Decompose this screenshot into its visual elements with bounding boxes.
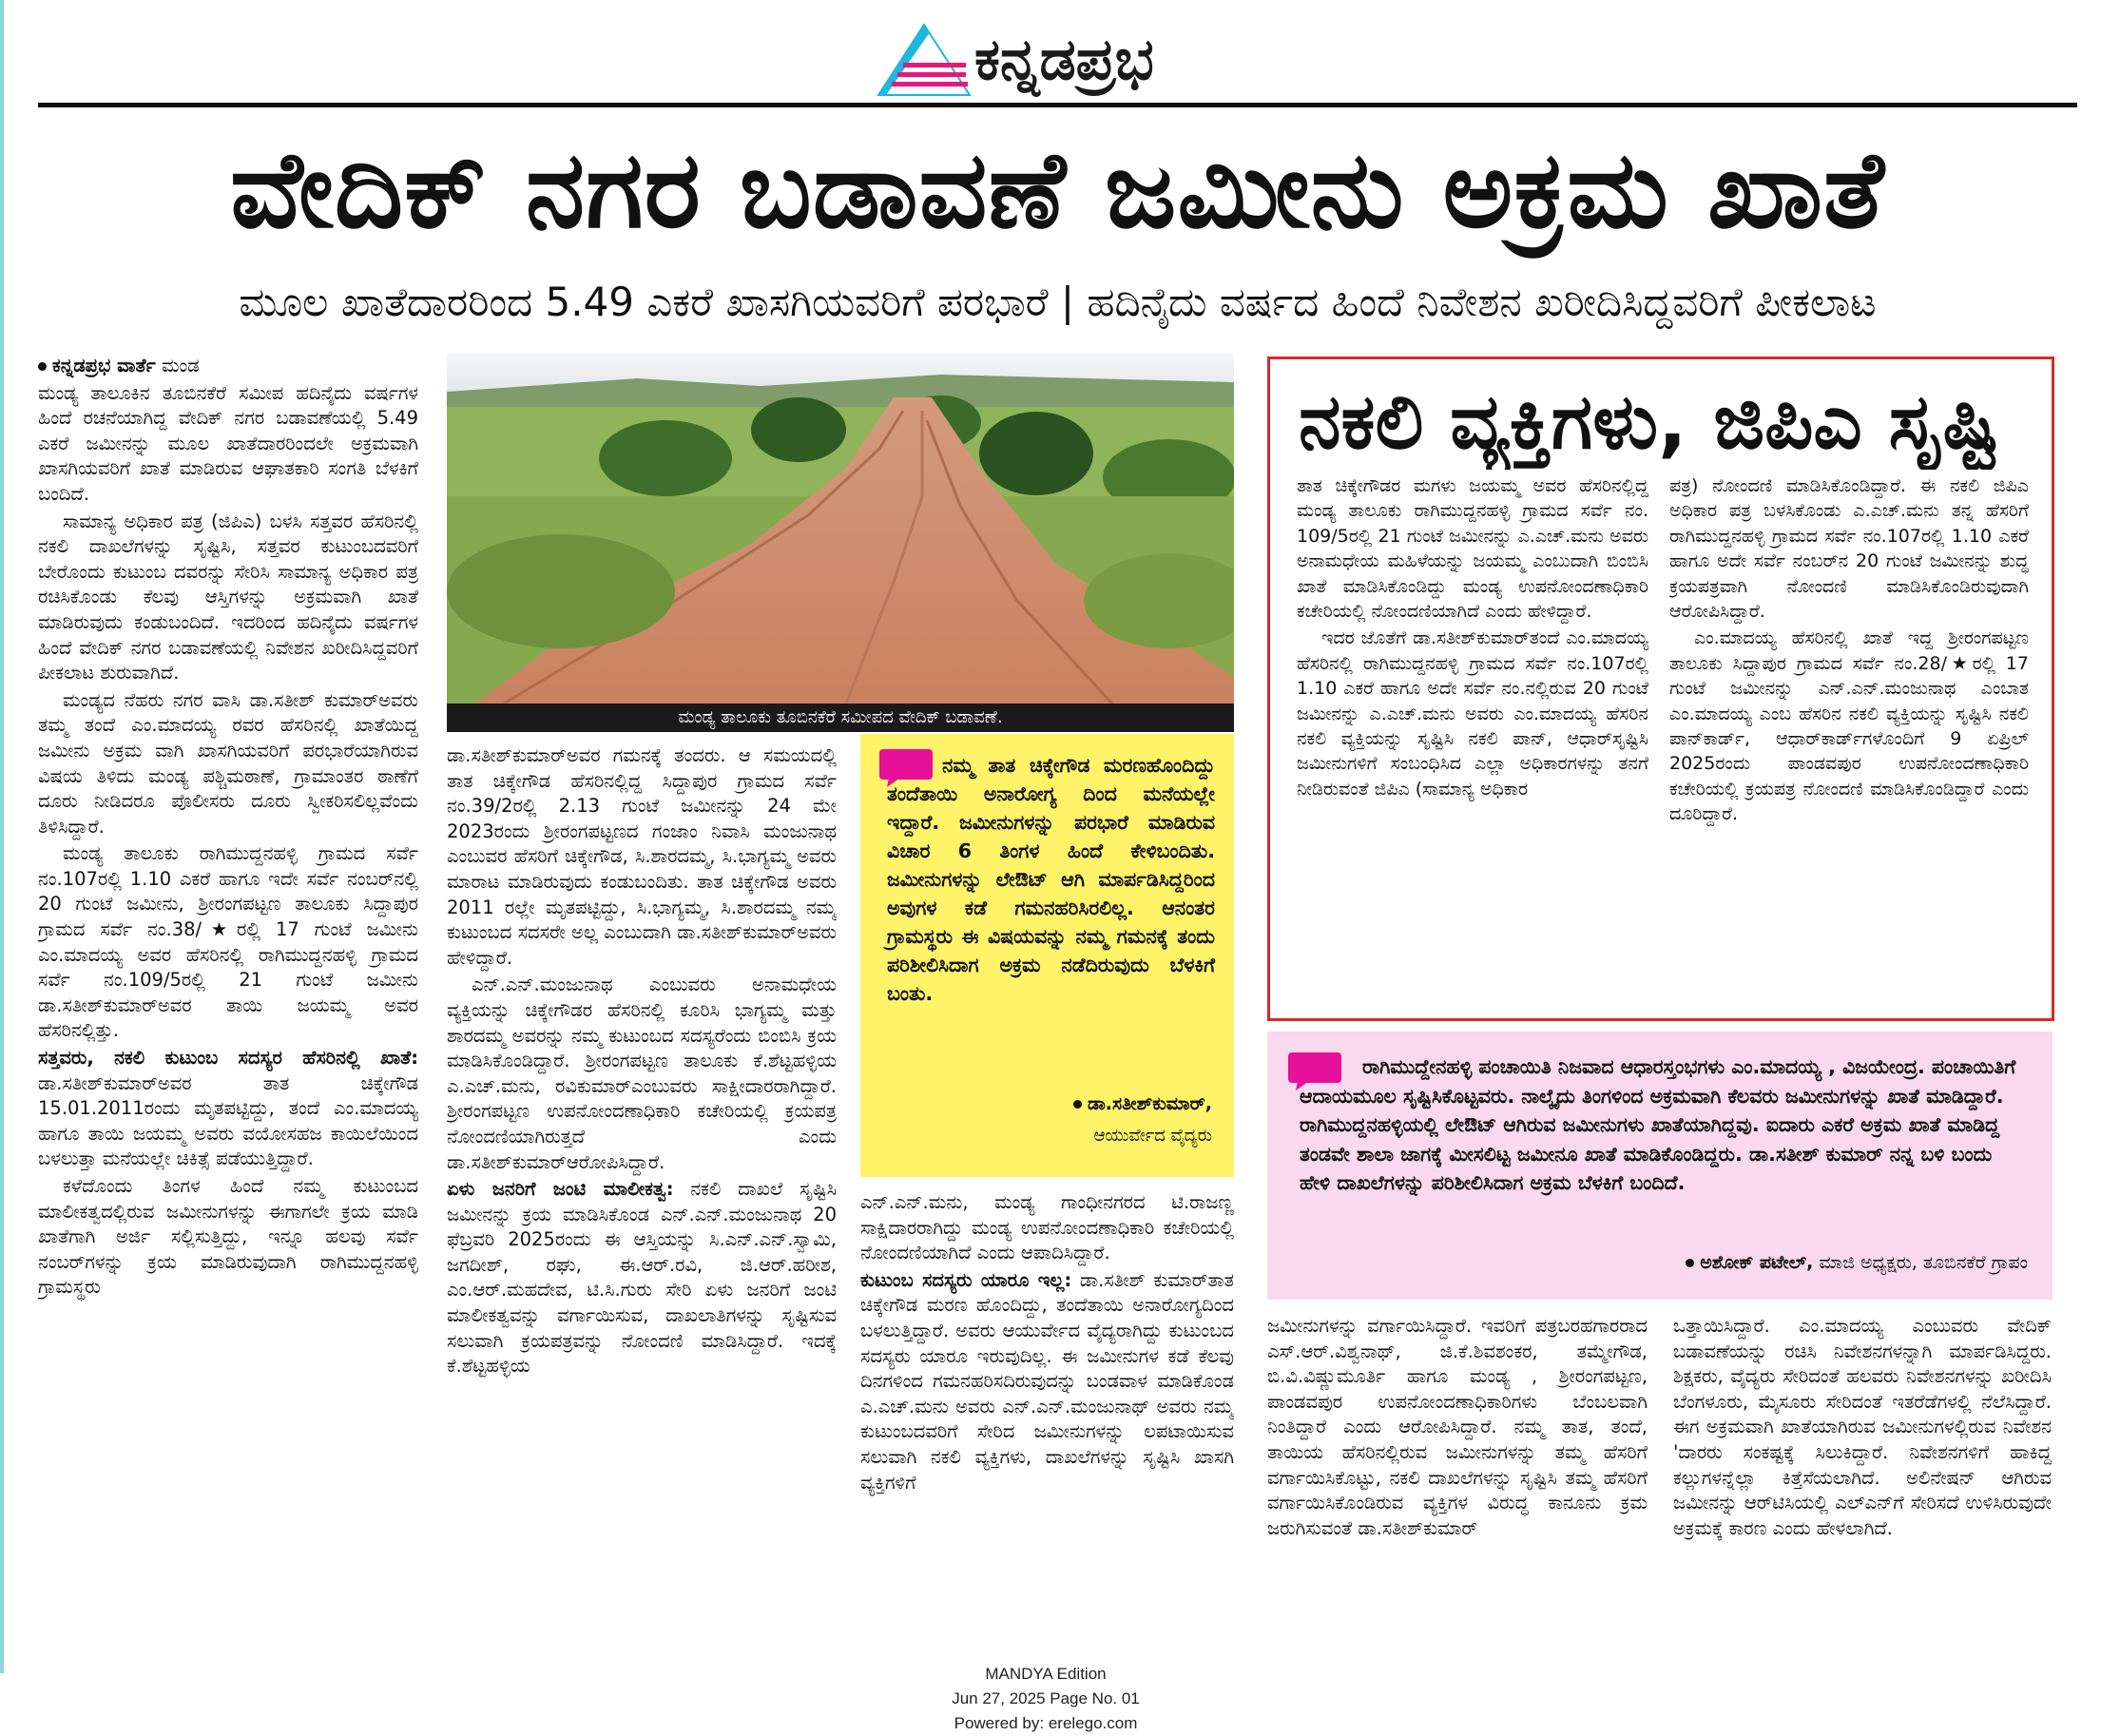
edition-label: MANDYA Edition	[985, 1665, 1107, 1683]
sidebar-column-b	[1669, 473, 2029, 1006]
headline: ವೇದಿಕ್ ನಗರ ಬಡಾವಣೆ ಜಮೀನು ಅಕ್ರಮ ಖಾತೆ	[230, 128, 1885, 252]
photo-caption: ಮಂಡ್ಯ ತಾಲೂಕು ತೂಬಿನಕೆರೆ ಸಮೀಪದ ವೇದಿಕ್ ಬಡಾವಣೆ.	[447, 704, 1234, 732]
subhead-lead: ಸತ್ತವರು, ನಕಲಿ ಕುಟುಂಬ ಸದಸ್ಯರ ಹೆಸರಿನಲ್ಲಿ ಖಾತೆ:	[38, 1047, 418, 1070]
subhead-lead: ಏಳು ಜನರಿಗೆ ಜಂಟಿ ಮಾಲೀಕತ್ವ:	[447, 1178, 674, 1201]
article-column-1	[38, 354, 418, 1656]
kannadaprabha-logo-icon	[875, 23, 979, 97]
paragraph: ಕಳೆದೊಂದು ತಿಂಗಳ ಹಿಂದೆ ನಮ್ಮ ಕುಟುಂಬದ ಮಾಲೀಕತ್ವದಲ್ಲಿರುವ ಜಮೀನುಗಳನ್ನು ಈಗಾಗಲೇ ಕ್ರಯ ಮಾಡಿ ಖಾತೆಗಾಗಿ ಅರ್ಜಿ ಸಲ್ಲಿಸುತ್ತಿದ್ದು, ಇನ್ನೂ ಹಲವು ಸರ್ವೆ ನಂಬರ್‌ಗಳನ್ನು ಕ್ರಯ ಮಾಡಿರುವುದಾಗಿ ರಾಗಿಮುದ್ದನಹಳ್ಳಿ ಗ್ರಾಮಸ್ಥರು	[38, 1175, 418, 1299]
subheadline: ಮೂಲ ಖಾತೆದಾರರಿಂದ 5.49 ಎಕರೆ ಖಾಸಗಿಯವರಿಗೆ ಪರಭಾರೆ | ಹದಿನೈದು ವರ್ಷದ ಹಿಂದೆ ನಿವೇಶನ ಖರೀದಿಸಿದ್ದವರಿಗೆ ಪೀಕಲಾಟ	[239, 279, 1877, 325]
quote-author-role: ಮಾಜಿ ಅಧ್ಯಕ್ಷರು, ತೂಬಿನಕೆರೆ ಗ್ರಾಪಂ	[1813, 1252, 2028, 1273]
byline-place: ಮಂಡ	[161, 355, 200, 376]
paragraph: ಪತ್ರ) ನೋಂದಣಿ ಮಾಡಿಸಿಕೊಂಡಿದ್ದಾರೆ. ಈ ನಕಲಿ ಜಿಪಿಎ ಅಧಿಕಾರ ಪತ್ರ ಬಳಸಿಕೊಂಡು ಎ.ಎಚ್.ಮನು ತನ್ನ ಹೆಸರಿಗೆ ರಾಗಿಮುದ್ದನಹಳ್ಳಿ ಗ್ರಾಮದ ಸರ್ವೆ ನಂ.107ರಲ್ಲಿ 1.10 ಎಕರೆ ಹಾಗೂ ಅದೇ ಸರ್ವೆ ನಂಬರ್‌ನ 20 ಗುಂಟೆ ಜಮೀನನ್ನು ಶುದ್ಧ ಕ್ರಯಪತ್ರವಾಗಿ ನೋಂದಣಿ ಮಾಡಿಸಿಕೊಂಡಿರುವುದಾಗಿ ಆರೋಪಿಸಿದ್ದಾರೆ.	[1669, 475, 2029, 623]
powered-by-link[interactable]: Powered by: erelego.com	[954, 1714, 1138, 1732]
paragraph: ಮಂಡ್ಯ ತಾಲೂಕು ರಾಗಿಮುದ್ದನಹಳ್ಳಿ ಗ್ರಾಮದ ಸರ್ವೆ ನಂ.107ರಲ್ಲಿ 1.10 ಎಕರೆ ಹಾಗೂ ಇದೇ ಸರ್ವೆ ನಂಬರ್‌ನಲ್ಲಿ 20 ಗುಂಟೆ ಜಮೀನು, ಶ್ರೀರಂಗಪಟ್ಟಣ ತಾಲೂಕು ಸಿದ್ದಾಪುರ ಗ್ರಾಮದ ಸರ್ವೆ ನಂ.38/★ರಲ್ಲಿ 17 ಗುಂಟೆ ಜಮೀನು ಎಂ.ಮಾದಯ್ಯ ಅವರ ಹೆಸರಿನಲ್ಲಿ ರಾಗಿಮುದ್ದನಹಳ್ಳಿ ಗ್ರಾಮದ ಸರ್ವೆ ನಂ.109/5ರಲ್ಲಿ 21 ಗುಂಟೆ ಜಮೀನು ಡಾ.ಸತೀಶ್‌ಕುಮಾರ್‌ಅವರ ತಾಯಿ ಜಯಮ್ಮ ಅವರ ಹೆಸರಿನಲ್ಲಿತ್ತು.	[38, 842, 418, 1042]
sidebar-box	[1267, 357, 2054, 1021]
subhead-lead: ಕುಟುಂಬ ಸದಸ್ಯರು ಯಾರೂ ಇಲ್ಲ:	[860, 1268, 1072, 1291]
paragraph-body: ನಕಲಿ ದಾಖಲೆ ಸೃಷ್ಟಿಸಿ ಜಮೀನನ್ನು ಕ್ರಯ ಮಾಡಿಸಿಕೊಂಡ ಎನ್.ಎನ್.ಮಂಜುನಾಥ 20 ಫೆಬ್ರವರಿ 2025ರಂದು ಈ ಆಸ್ತಿಯನ್ನು ಸಿ.ಎನ್.ಎನ್.ಸ್ವಾಮಿ, ಜಗದೀಶ್, ರಘು, ಈ.ಆರ್.ರವಿ, ಜಿ.ಆರ್.ಹರೀಶ, ಎಂ.ಆರ್.ಮಹದೇವ, ಟಿ.ಸಿ.ಗುರು ಸೇರಿ ಏಳು ಜನರಿಗೆ ಜಂಟಿ ಮಾಲೀಕತ್ವವನ್ನು ವರ್ಗಾಯಿಸುವ, ದಾಖಲಾತಿಗಳನ್ನು ಸೃಷ್ಟಿಸುವ ಸಲುವಾಗಿ ಕ್ರಯಪತ್ರವನ್ನು ನೋಂದಣಿ ಮಾಡಿಸಿದ್ದಾರೆ. ಇದಕ್ಕೆ ಕೆ.ಶೆಟ್ಟಹಳ್ಳಿಯ	[447, 1178, 837, 1378]
page-footer	[894, 1662, 1198, 1736]
bullet-icon	[1073, 1100, 1082, 1109]
masthead	[875, 21, 1274, 95]
date-page-label: Jun 27, 2025 Page No. 01	[952, 1689, 1140, 1707]
quote-box-pink	[1267, 1032, 2053, 1300]
sidebar-title: ನಕಲಿ ವ್ಯಕ್ತಿಗಳು, ಜಿಪಿಎ ಸೃಷ್ಟಿ	[1299, 377, 2000, 466]
page-edge-bar	[0, 0, 4, 1673]
paragraph: ತಾತ ಚಿಕ್ಕೇಗೌಡರ ಮಗಳು ಜಯಮ್ಮ ಅವರ ಹೆಸರಿನಲ್ಲಿದ್ದ ಮಂಡ್ಯ ತಾಲೂಕು ರಾಗಿಮುದ್ದನಹಳ್ಳಿ ಗ್ರಾಮದ ಸರ್ವೆ ನಂ. 109/5ರಲ್ಲಿ 21 ಗುಂಟೆ ಜಮೀನನ್ನು ಎ.ಎಚ್.ಮನು ಅವರು ಅನಾಮಧೇಯ ಮಹಿಳೆಯನ್ನು ಜಯಮ್ಮ ಎಂಬುದಾಗಿ ಬಿಂಬಿಸಿ ಖಾತೆ ಮಾಡಿಸಿಕೊಂಡಿದ್ದು ಮಂಡ್ಯ ಉಪನೋಂದಣಾಧಿಕಾರಿ ಕಚೇರಿಯಲ್ಲಿ ನೋಂದಣಿಯಾಗಿದೆ ಎಂದು ಹೇಳಿದ್ದಾರೆ.	[1297, 475, 1648, 623]
paragraph: ಮಂಡ್ಯ ತಾಲೂಕಿನ ತೂಬಿನಕೆರೆ ಸಮೀಪ ಹದಿನೈದು ವರ್ಷಗಳ ಹಿಂದೆ ರಚನೆಯಾಗಿದ್ದ ವೇದಿಕ್ ನಗರ ಬಡಾವಣೆಯಲ್ಲಿ 5.49 ಎಕರೆ ಜಮೀನನ್ನು ಮೂಲ ಖಾತೆದಾರರಿಂದಲೇ ಅಕ್ರಮವಾಗಿ ಖಾಸಗಿಯವರಿಗೆ ಖಾತೆ ಮಾಡಿರುವ ಆಘಾತಕಾರಿ ಸಂಗತಿ ಬೆಳಕಿಗೆ ಬಂದಿದೆ.	[38, 381, 418, 505]
article-column-3	[860, 1190, 1234, 1656]
byline-source: ಕನ್ನಡಪ್ರಭ ವಾರ್ತೆ	[52, 355, 156, 376]
paragraph	[447, 1177, 837, 1379]
quote-author-name: ಅಶೋಕ್ ಪಟೇಲ್,	[1700, 1252, 1814, 1273]
quote-author	[908, 1093, 1212, 1114]
masthead-title: ಕನ್ನಡಪ್ರಭ	[974, 27, 1154, 93]
paragraph-body: ಡಾ.ಸತೀಶ್‌ಕುಮಾರ್‌ಅವರ ತಾತ ಚಿಕ್ಕೇಗೌಡ 15.01.2011ರಂದು ಮೃತಪಟ್ಟಿದ್ದು, ತಂದೆ ಎಂ.ಮಾದಯ್ಯ ಹಾಗೂ ತಾಯಿ ಜಯಮ್ಮ ಅವರು ವಯೋಸಹಜ ಕಾಯಿಲೆಯಿಂದ ಬಳಲುತ್ತಾ ಮನೆಯಲ್ಲೇ ಚಿಕಿತ್ಸೆ ಪಡೆಯುತ್ತಿದ್ದಾರೆ.	[38, 1071, 418, 1170]
paragraph	[860, 1268, 1234, 1495]
quote-text: ನಮ್ಮ ತಾತ ಚಿಕ್ಕೇಗೌಡ ಮರಣಹೊಂದಿದ್ದು ತಂದೆತಾಯಿ ಅನಾರೋಗ್ಯ ದಿಂದ ಮನೆಯಲ್ಲೇ ಇದ್ದಾರೆ. ಜಮೀನುಗಳನ್ನು ಪರಭಾರೆ ಮಾಡಿರುವ ವಿಚಾರ 6 ತಿಂಗಳ ಹಿಂದೆ ಕೇಳಿಬಂದಿತು. ಜಮೀನುಗಳನ್ನು ಲೇಔಟ್ ಆಗಿ ಮಾರ್ಪಡಿಸಿದ್ದರಿಂದ ಅವುಗಳ ಕಡೆ ಗಮನಹರಿಸಿರಲಿಲ್ಲ. ಆನಂತರ ಗ್ರಾಮಸ್ಥರು ಈ ವಿಷಯವನ್ನು ನಮ್ಮ ಗಮನಕ್ಕೆ ತಂದು ಪರಿಶೀಲಿಸಿದಾಗ ಅಕ್ರಮ ನಡೆದಿರುವುದು ಬೆಳಕಿಗೆ ಬಂತು.	[887, 754, 1215, 1005]
quote-text: ರಾಗಿಮುದ್ದೇನಹಳ್ಳಿ ಪಂಚಾಯಿತಿ ನಿಜವಾದ ಆಧಾರಸ್ತಂಭಗಳು ಎಂ.ಮಾದಯ್ಯ , ವಿಜಯೇಂದ್ರ. ಪಂಚಾಯಿತಿಗೆ ಆದಾಯಮೂಲ ಸೃಷ್ಟಿಸಿಕೊಟ್ಟವರು. ನಾಲ್ಕೈದು ತಿಂಗಳಿಂದ ಅಕ್ರಮವಾಗಿ ಕೆಲವರು ಜಮೀನುಗಳನ್ನು ಖಾತೆ ಮಾಡಿದ್ದಾರೆ. ರಾಗಿಮುದ್ದನಹಳ್ಳಿಯಲ್ಲಿ ಲೇಔಟ್ ಆಗಿರುವ ಜಮೀನುಗಳು ಖಾತೆಯಾಗಿದ್ದವು. ಐದಾರು ಎಕರೆ ಅಕ್ರಮ ಖಾತೆ ಮಾಡಿದ್ದ ತಂಡವೇ ಶಾಲಾ ಜಾಗಕ್ಕೆ ಮೀಸಲಿಟ್ಟ ಜಮೀನೂ ಖಾತೆ ಮಾಡಿಕೊಂಡಿದ್ದರು. ಡಾ.ಸತೀಶ್ ಕುಮಾರ್ ನನ್ನ ಬಳಿ ಬಂದು ಹೇಳಿ ದಾಖಲೆಗಳನ್ನು ಪರಿಶೀಲಿಸಿದಾಗ ಅಕ್ರಮ ಬೆಳಕಿಗೆ ಬಂದಿದೆ.	[1300, 1055, 2016, 1194]
paragraph: ಇದರ ಜೊತೆಗೆ ಡಾ.ಸತೀಶ್‌ಕುಮಾರ್‌ತಂದೆ ಎಂ.ಮಾದಯ್ಯ ಹೆಸರಿನಲ್ಲಿ ರಾಗಿಮುದ್ದನಹಳ್ಳಿ ಗ್ರಾಮದ ಸರ್ವೆ ನಂ.107ರಲ್ಲಿ 1.10 ಎಕರೆ ಹಾಗೂ ಅದೇ ಸರ್ವೆ ನಂ.ನಲ್ಲಿರುವ 20 ಗುಂಟೆ ಜಮೀನನ್ನು ಎ.ಎಚ್.ಮನು ಅವರು ಎಂ.ಮಾದಯ್ಯ ಹೆಸರಿನ ನಕಲಿ ವ್ಯಕ್ತಿಯನ್ನು ಸೃಷ್ಟಿಸಿ ನಕಲಿ ಪಾನ್, ಆಧಾರ್‌ಸೃಷ್ಟಿಸಿ ಜಮೀನುಗಳಿಗೆ ಸಂಬಂಧಿಸಿದ ಎಲ್ಲಾ ಅಧಿಕಾರಗಳನ್ನು ತನಗೆ ನೀಡಿರುವಂತೆ ಜಿಪಿಎ (ಸಾಮಾನ್ಯ ಅಧಿಕಾರ	[1297, 627, 1648, 800]
quote-box-yellow	[860, 734, 1234, 1177]
paragraph-body: ಡಾ.ಸತೀಶ್ ಕುಮಾರ್‌ತಾತ ಚಿಕ್ಕೇಗೌಡ ಮರಣ ಹೊಂದಿದ್ದು, ತಂದೆತಾಯಿ ಅನಾರೋಗ್ಯದಿಂದ ಬಳಲುತ್ತಿದ್ದಾರೆ. ಅವರು ಆಯುರ್ವೇದ ವೈದ್ಯರಾಗಿದ್ದು ಕುಟುಂಬದ ಸದಸ್ಯರು ಯಾರೂ ಇರುವುದಿಲ್ಲ. ಈ ಜಮೀನುಗಳ ಕಡೆ ಕೆಲವು ದಿನಗಳಿಂದ ಗಮನಹರಿಸದಿರುವುದನ್ನು ಬಂಡವಾಳ ಮಾಡಿಕೊಂಡ ಎ.ಎಚ್.ಮನು ಅವರು ಎನ್.ಎನ್.ಮಂಜುನಾಥ್ ಅವರು ನಮ್ಮ ಕುಟುಂಬದವರಿಗೆ ಸೇರಿದ ಜಮೀನುಗಳನ್ನು ಲಪಟಾಯಿಸುವ ಸಲುವಾಗಿ ನಕಲಿ ವ್ಯಕ್ತಿಗಳು, ದಾಖಲೆಗಳನ್ನು ಸೃಷ್ಟಿಸಿ ಖಾಸಗಿ ವ್ಯಕ್ತಿಗಳಿಗೆ	[860, 1268, 1234, 1494]
layout-road-photo	[447, 354, 1234, 704]
paragraph: ಎನ್.ಎನ್.ಮನು, ಮಂಡ್ಯ ಗಾಂಧೀನಗರದ ಟಿ.ರಾಜಣ್ಣ ಸಾಕ್ಷಿದಾರರಾಗಿದ್ದು ಮಂಡ್ಯ ಉಪನೋಂದಣಾಧಿಕಾರಿ ಕಚೇರಿಯಲ್ಲಿ ನೋಂದಣಿಯಾಗಿದೆ ಎಂದು ಆಪಾದಿಸಿದ್ದಾರೆ.	[860, 1191, 1234, 1264]
bullet-icon	[38, 362, 47, 371]
paragraph	[38, 1046, 418, 1172]
quote-author	[1305, 1252, 2028, 1273]
paragraph: ಒತ್ತಾಯಿಸಿದ್ದಾರೆ. ಎಂ.ಮಾದಯ್ಯ ಎಂಬುವರು ವೇದಿಕ್ ಬಡಾವಣೆಯನ್ನು ರಚಿಸಿ ನಿವೇಶನಗಳನ್ನಾಗಿ ಮಾರ್ಪಡಿಸಿದ್ದರು. ಶಿಕ್ಷಕರು, ವೈದ್ಯರು ಸೇರಿದಂತೆ ಹಲವರು ನಿವೇಶನಗಳನ್ನು ಖರೀದಿಸಿ ಬೆಂಗಳೂರು, ಮೈಸೂರು ಸೇರಿದಂತೆ ಇತರೆಡೆಗಳಲ್ಲಿ ನೆಲೆಸಿದ್ದಾರೆ. ಈಗ ಅಕ್ರಮವಾಗಿ ಖಾತೆಯಾಗಿರುವ ಜಮೀನುಗಳಲ್ಲಿರುವ ನಿವೇಶನ 'ದಾರರು ಸಂಕಷ್ಟಕ್ಕೆ ಸಿಲುಕಿದ್ದಾರೆ. ನಿವೇಶನಗಳಿಗೆ ಹಾಕಿದ್ದ ಕಲ್ಲುಗಳನ್ನೆಲ್ಲಾ ಕಿತ್ತೆಸೆಯಲಾಗಿದೆ. ಅಲಿನೇಷನ್ ಆಗಿರುವ ಜಮೀನನ್ನು ಆರ್‌ಟಿಸಿಯಲ್ಲಿ ಎಲ್‌ಎನ್‌ಗೆ ಸೇರಿಸದೆ ಉಳಿಸಿರುವುದೇ ಅಕ್ರಮಕ್ಕೆ ಕಾರಣ ಎಂದು ಹೇಳಲಾಗಿದೆ.	[1673, 1315, 2052, 1539]
paragraph: ಸಾಮಾನ್ಯ ಅಧಿಕಾರ ಪತ್ರ (ಜಿಪಿಎ) ಬಳಸಿ ಸತ್ತವರ ಹೆಸರಿನಲ್ಲಿ ನಕಲಿ ದಾಖಲೆಗಳನ್ನು ಸೃಷ್ಟಿಸಿ, ಸತ್ತವರ ಕುಟುಂಬದವರಿಗೆ ಬೇರೊಂದು ಕುಟುಂಬ ದವರನ್ನು ಸೇರಿಸಿ ಸಾಮಾನ್ಯ ಅಧಿಕಾರ ಪತ್ರ ರಚಿಸಿಕೊಂಡು ಕೆಲವು ಆಸ್ತಿಗಳನ್ನು ಅಕ್ರಮವಾಗಿ ಖಾತೆ ಮಾಡಿರುವುದು ಕಂಡುಬಂದಿದೆ. ಇದರಿಂದ ಹದಿನೈದು ವರ್ಷಗಳ ಹಿಂದೆ ವೇದಿಕ್ ನಗರ ಬಡಾವಣೆಯಲ್ಲಿ ನಿವೇಶನ ಖರೀದಿಸಿದ್ದವರಿಗೆ ಪೀಕಲಾಟ ಶುರುವಾಗಿದೆ.	[38, 510, 418, 685]
article-column-5	[1673, 1314, 2052, 1656]
quote-author-role: ಆಯುರ್ವೇದ ವೈದ್ಯರು	[1093, 1126, 1212, 1146]
article-column-2	[447, 743, 837, 1656]
byline	[38, 354, 418, 379]
paragraph: ಡಾ.ಸತೀಶ್‌ಕುಮಾರ್‌ಅವರ ಗಮನಕ್ಕೆ ತಂದರು. ಆ ಸಮಯದಲ್ಲಿ ತಾತ ಚಿಕ್ಕೇಗೌಡ ಹೆಸರಿನಲ್ಲಿದ್ದ ಸಿದ್ದಾಪುರ ಗ್ರಾಮದ ಸರ್ವೆ ನಂ.39/2ರಲ್ಲಿ 2.13 ಗುಂಟೆ ಜಮೀನನ್ನು 24 ಮೇ 2023ರಂದು ಶ್ರೀರಂಗಪಟ್ಟಣದ ಗಂಜಾಂ ನಿವಾಸಿ ಮಂಜುನಾಥ ಎಂಬುವರ ಹೆಸರಿಗೆ ಚಿಕ್ಕೇಗೌಡ, ಸಿ.ಶಾರದಮ್ಮ, ಸಿ.ಭಾಗ್ಯಮ್ಮ ಅವರು ಮಾರಾಟ ಮಾಡಿರುವುದು ಕಂಡುಬಂದಿತು. ತಾತ ಚಿಕ್ಕೇಗೌಡ ಅವರು 2011 ರಲ್ಲೇ ಮೃತಪಟ್ಟಿದ್ದು, ಸಿ.ಭಾಗ್ಯಮ್ಮ, ಸಿ.ಶಾರದಮ್ಮ ನಮ್ಮ ಕುಟುಂಬದ ಸದಸರೇ ಅಲ್ಲ ಎಂಬುದಾಗಿ ಡಾ.ಸತೀಶ್‌ಕುಮಾರ್‌ಅವರು ಹೇಳಿದ್ದಾರೆ.	[447, 744, 837, 969]
paragraph: ಮಂಡ್ಯದ ನೆಹರು ನಗರ ವಾಸಿ ಡಾ.ಸತೀಶ್ ಕುಮಾರ್‌ಅವರು ತಮ್ಮ ತಂದೆ ಎಂ.ಮಾದಯ್ಯ ರವರ ಹೆಸರಿನಲ್ಲಿ ಖಾತೆಯಿದ್ದ ಜಮೀನು ಅಕ್ರಮ ವಾಗಿ ಖಾಸಗಿಯವರಿಗೆ ಪರಭಾರೆಯಾಗಿರುವ ವಿಷಯ ತಿಳಿದು ಮಂಡ್ಯ ಪಶ್ಚಿಮಠಾಣೆ, ಗ್ರಾಮಾಂತರ ಠಾಣೆಗೆ ದೂರು ನೀಡಿದರೂ ಪೊಲೀಸರು ದೂರು ಸ್ವೀಕರಿಸಲಿಲ್ಲವೆಂದು ತಿಳಿಸಿದ್ದಾರೆ.	[38, 688, 418, 838]
masthead-rule	[38, 103, 2077, 107]
bullet-icon	[1686, 1259, 1694, 1267]
paragraph: ಜಮೀನುಗಳನ್ನು ವರ್ಗಾಯಿಸಿದ್ದಾರೆ. ಇವರಿಗೆ ಪತ್ರಬರಹಗಾರರಾದ ಎಸ್.ಆರ್.ವಿಶ್ವನಾಥ್, ಜಿ.ಕೆ.ಶಿವಶಂಕರ, ತಮ್ಮೇಗೌಡ, ಬಿ.ವಿ.ವಿಷ್ಣುಮೂರ್ತಿ ಹಾಗೂ ಮಂಡ್ಯ , ಶ್ರೀರಂಗಪಟ್ಟಣ, ಪಾಂಡವಪುರ ಉಪನೋಂದಣಾಧಿಕಾರಿಗಳು ಬೆಂಬಲವಾಗಿ ನಿಂತಿದ್ದಾರೆ ಎಂದು ಆರೋಪಿಸಿದ್ದಾರೆ. ನಮ್ಮ ತಾತ, ತಂದೆ, ತಾಯಿಯ ಹೆಸರಿನಲ್ಲಿರುವ ಜಮೀನುಗಳನ್ನು ತಮ್ಮ ಹೆಸರಿಗೆ ವರ್ಗಾಯಿಸಿಕೊಟ್ಟು, ನಕಲಿ ದಾಖಲೆಗಳನ್ನು ಸೃಷ್ಟಿಸಿ ತಮ್ಮ ಹೆಸರಿಗೆ ವರ್ಗಾಯಿಸಿಕೊಂಡಿರುವ ವ್ಯಕ್ತಿಗಳ ವಿರುದ್ಧ ಕಾನೂನು ಕ್ರಮ ಜರುಗಿಸುವಂತೆ ಡಾ.ಸತೀಶ್‌ಕುಮಾರ್	[1267, 1315, 1648, 1539]
article-column-4	[1267, 1314, 1648, 1656]
quote-author-name: ಡಾ.ಸತೀಶ್‌ಕುಮಾರ್,	[1087, 1093, 1212, 1114]
paragraph: ಎಂ.ಮಾದಯ್ಯ ಹೆಸರಿನಲ್ಲಿ ಖಾತೆ ಇದ್ದ ಶ್ರೀರಂಗಪಟ್ಟಣ ತಾಲೂಕು ಸಿದ್ದಾಪುರ ಗ್ರಾಮದ ಸರ್ವೆ ನಂ.28/★ರಲ್ಲಿ 17 ಗುಂಟೆ ಜಮೀನನ್ನು ಎನ್.ಎನ್.ಮಂಜುನಾಥ ಎಂಬಾತ ಎಂ.ಮಾದಯ್ಯ ಎಂಬ ಹೆಸರಿನ ನಕಲಿ ವ್ಯಕ್ತಿಯನ್ನು ಸೃಷ್ಟಿಸಿ ನಕಲಿ ಪಾನ್‌ಕಾರ್ಡ್, ಆಧಾರ್‌ಕಾರ್ಡ್‌ಗಳೊಂದಿಗೆ 9 ಏಪ್ರಿಲ್ 2025ರಂದು ಪಾಂಡವಪುರ ಉಪನೋಂದಣಾಧಿಕಾರಿ ಕಚೇರಿಯಲ್ಲಿ ಕ್ರಯಪತ್ರ ನೋಂದಣಿ ಮಾಡಿಸಿಕೊಂಡಿದ್ದಾರೆ ಎಂದು ದೂರಿದ್ದಾರೆ.	[1669, 627, 2029, 825]
paragraph: ಎನ್.ಎನ್.ಮಂಜುನಾಥ ಎಂಬುವರು ಅನಾಮಧೇಯ ವ್ಯಕ್ತಿಯನ್ನು ಚಿಕ್ಕೇಗೌಡರ ಹೆಸರಿನಲ್ಲಿ ಕೂರಿಸಿ ಭಾಗ್ಯಮ್ಮ ಮತ್ತು ಶಾರದಮ್ಮ ಅವರನ್ನು ನಮ್ಮ ಕುಟುಂಬದ ಸದಸ್ಯರೆಂದು ಬಿಂಬಿಸಿ ಕ್ರಯ ಮಾಡಿಸಿಕೊಂಡಿದ್ದಾರೆ. ಶ್ರೀರಂಗಪಟ್ಟಣ ತಾಲೂಕು ಕೆ.ಶೆಟ್ಟಹಳ್ಳಿಯ ಎ.ಎಚ್.ಮನು, ರವಿಕುಮಾರ್‌ಎಂಬುವರು ಸಾಕ್ಷೀದಾರರಾಗಿದ್ದಾರೆ. ಶ್ರೀರಂಗಪಟ್ಟಣ ಉಪನೋಂದಣಾಧಿಕಾರಿ ಕಚೇರಿಯಲ್ಲಿ ಕ್ರಯಪತ್ರ ನೋಂದಣಿಯಾಗಿರುತ್ತದೆ ಎಂದು ಡಾ.ಸತೀಶ್‌ಕುಮಾರ್‌ಆರೋಪಿಸಿದ್ದಾರೆ.	[447, 974, 837, 1173]
sidebar-column-a	[1297, 473, 1648, 1006]
